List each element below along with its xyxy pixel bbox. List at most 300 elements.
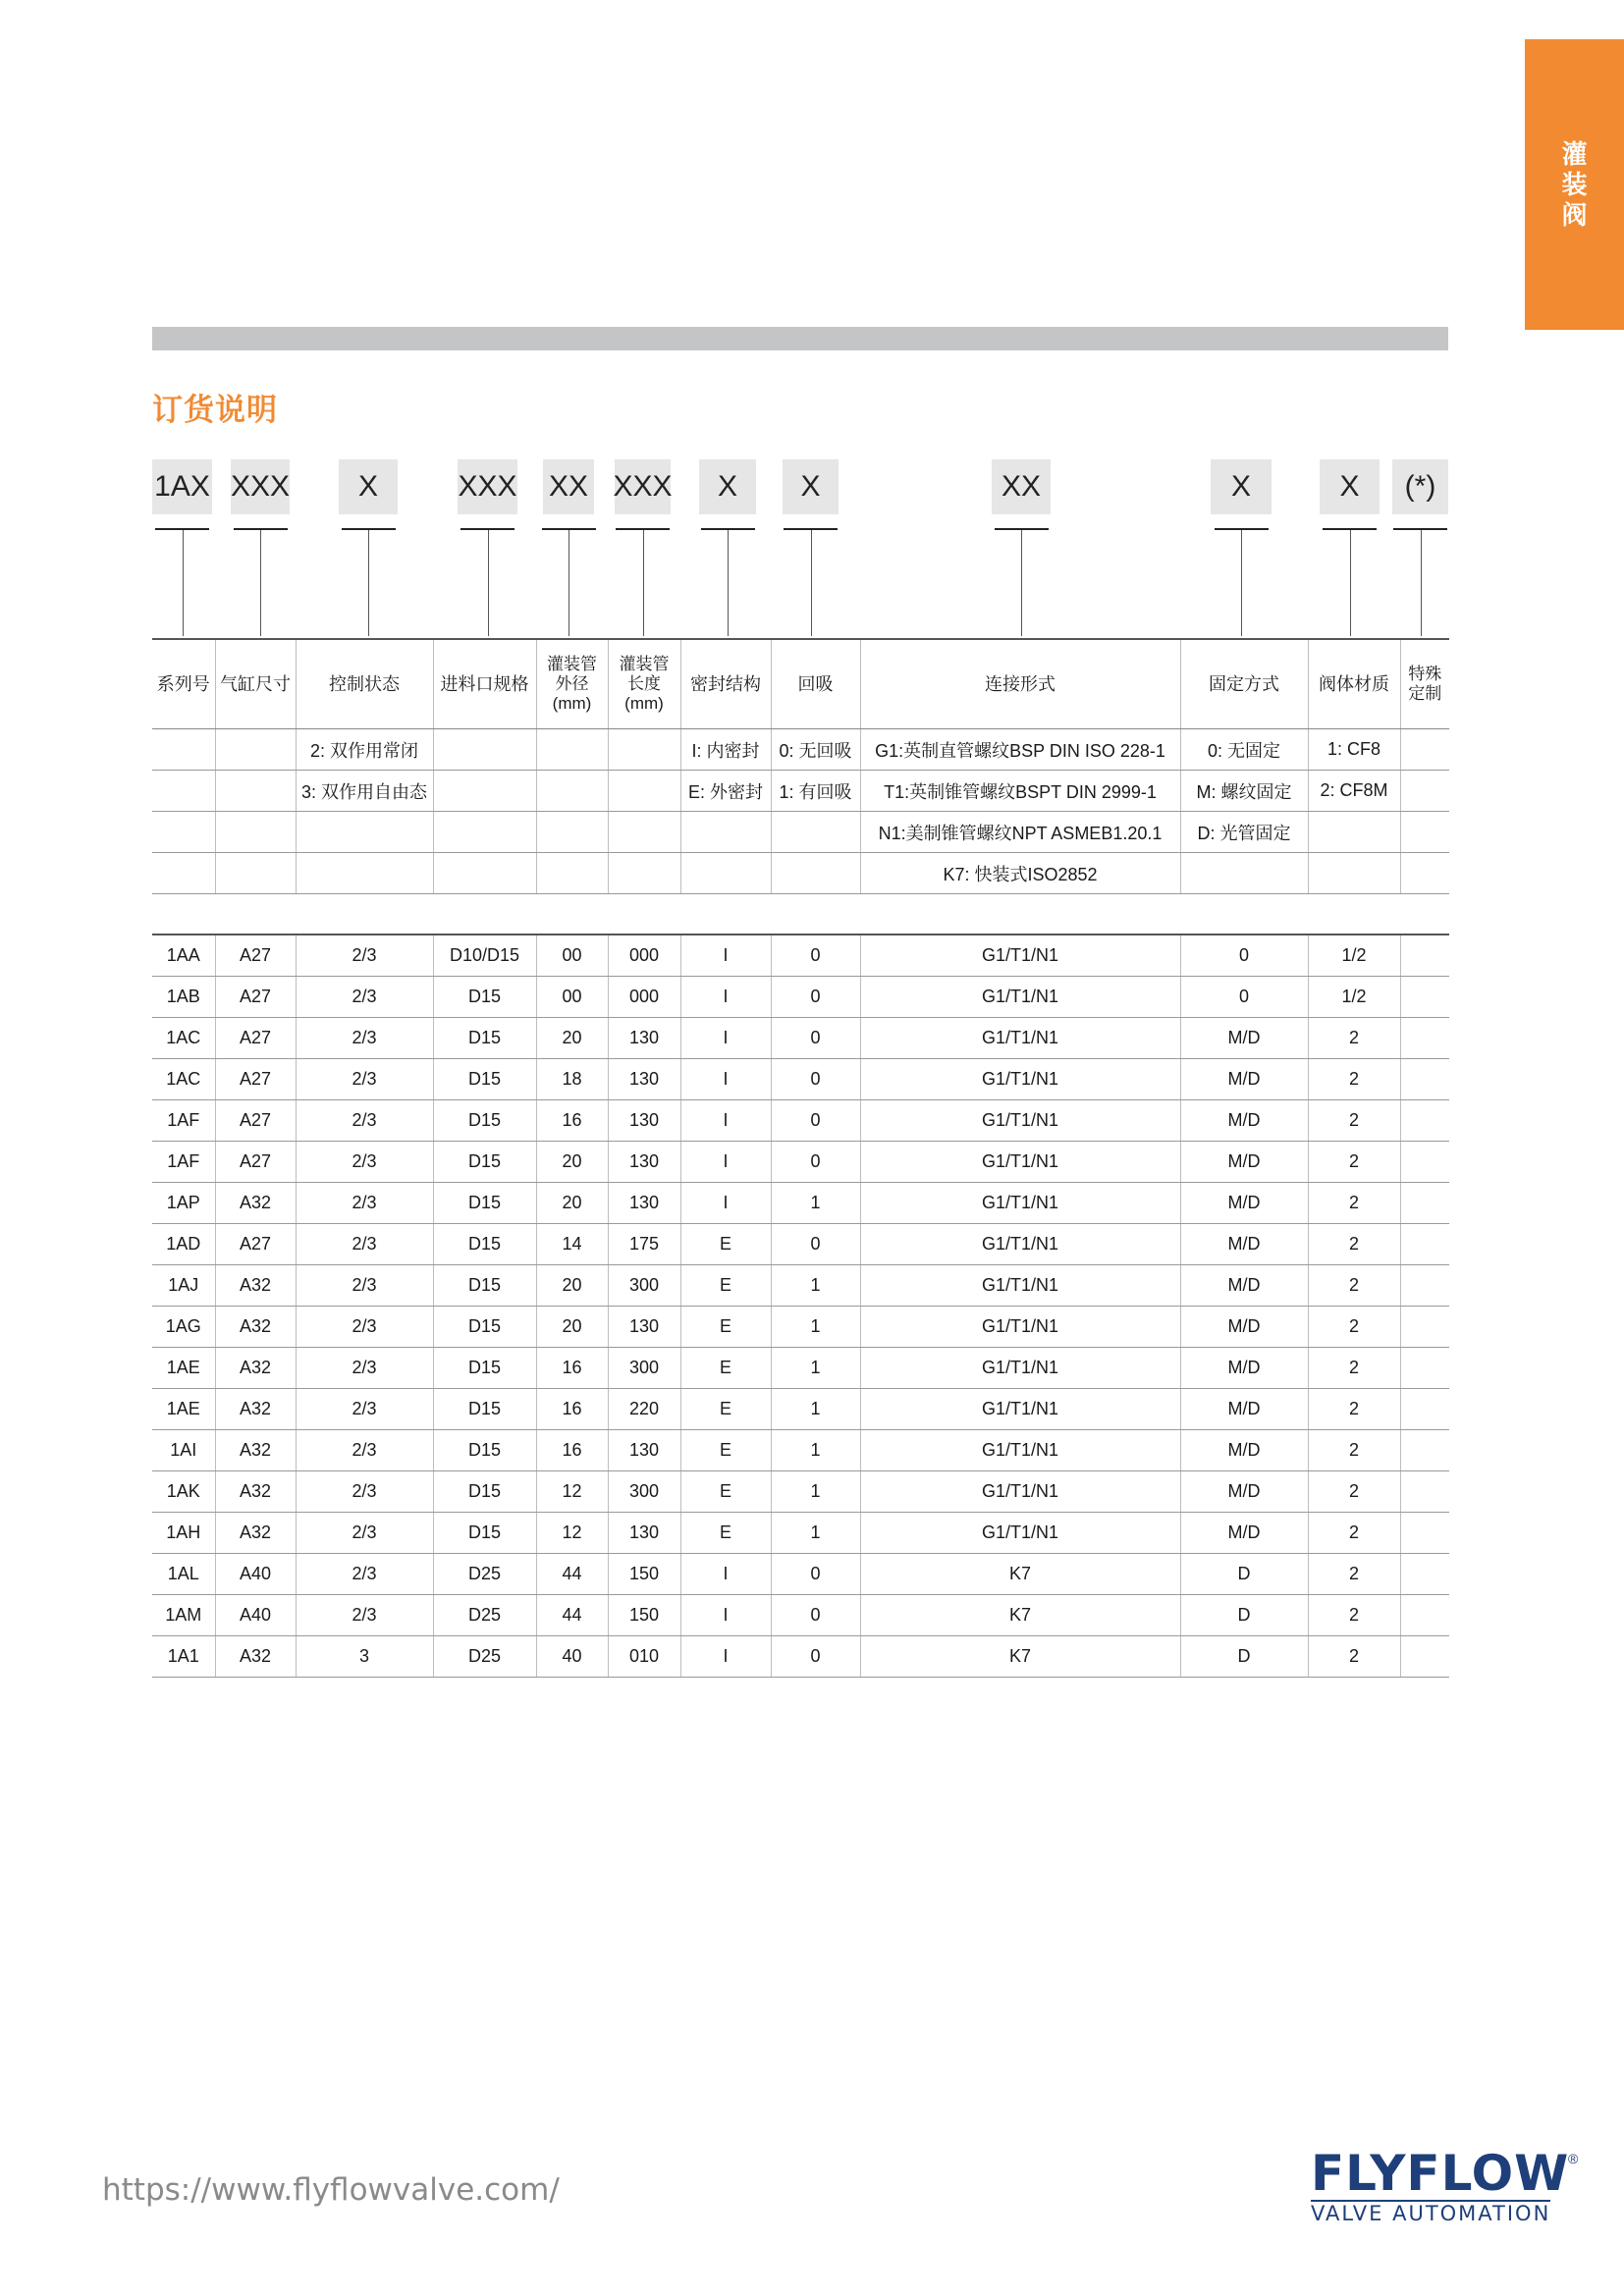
table-cell	[1400, 1636, 1449, 1678]
table-cell	[1400, 1554, 1449, 1595]
table-cell: 0	[771, 1018, 860, 1059]
table-cell: 1	[771, 1513, 860, 1554]
code-segment-connector	[183, 530, 184, 636]
table-cell: 2	[1308, 1554, 1400, 1595]
table-cell: 2/3	[296, 1018, 433, 1059]
table-row	[152, 1595, 1449, 1636]
table-cell: D15	[433, 1059, 536, 1100]
table-cell: 2	[1308, 1513, 1400, 1554]
table-cell: D15	[433, 977, 536, 1018]
table-cell: 0	[771, 1100, 860, 1142]
table-cell	[1400, 1142, 1449, 1183]
table-cell: I	[680, 934, 771, 977]
side-tab	[1525, 39, 1624, 330]
column-header	[536, 639, 608, 729]
table-cell: 20	[536, 1307, 608, 1348]
option-cell	[296, 853, 433, 894]
option-cell	[1308, 812, 1400, 853]
code-segment: X	[783, 459, 839, 514]
table-cell: D15	[433, 1018, 536, 1059]
option-cell	[433, 729, 536, 771]
table-cell: 2	[1308, 1100, 1400, 1142]
table-row	[152, 1059, 1449, 1100]
table-cell: 1AC	[152, 1018, 215, 1059]
option-cell: D: 光管固定	[1180, 812, 1308, 853]
table-cell: 1AG	[152, 1307, 215, 1348]
table-cell: I	[680, 1018, 771, 1059]
table-cell: 2	[1308, 1430, 1400, 1471]
column-header-line: 进料口规格	[440, 674, 529, 694]
table-cell: D15	[433, 1471, 536, 1513]
table-cell: 2/3	[296, 1224, 433, 1265]
option-cell: G1:英制直管螺纹BSP DIN ISO 228-1	[860, 729, 1180, 771]
table-cell: G1/T1/N1	[860, 1265, 1180, 1307]
option-cell: 1: CF8	[1308, 729, 1400, 771]
code-segment-connector	[728, 530, 729, 636]
table-cell: D15	[433, 1224, 536, 1265]
table-cell: 12	[536, 1513, 608, 1554]
table-cell: 2	[1308, 1265, 1400, 1307]
table-cell: D15	[433, 1513, 536, 1554]
table-cell: M/D	[1180, 1183, 1308, 1224]
table-cell: A27	[215, 1224, 296, 1265]
option-row	[152, 729, 1449, 771]
table-cell: I	[680, 1183, 771, 1224]
table-cell: 2/3	[296, 1265, 433, 1307]
section-divider-bar	[152, 327, 1448, 350]
table-cell: D15	[433, 1430, 536, 1471]
option-cell	[433, 853, 536, 894]
table-cell: 2/3	[296, 1430, 433, 1471]
option-cell: 2: CF8M	[1308, 771, 1400, 812]
table-cell: 14	[536, 1224, 608, 1265]
table-cell: 2	[1308, 1059, 1400, 1100]
brand-tagline: VALVE AUTOMATION	[1311, 2202, 1551, 2225]
table-cell: 1AL	[152, 1554, 215, 1595]
option-cell	[296, 812, 433, 853]
table-cell: G1/T1/N1	[860, 934, 1180, 977]
table-cell: K7	[860, 1636, 1180, 1678]
table-cell: 1	[771, 1307, 860, 1348]
table-cell	[1400, 934, 1449, 977]
table-cell: G1/T1/N1	[860, 1018, 1180, 1059]
table-cell: E	[680, 1430, 771, 1471]
column-header-line: 回吸	[797, 674, 834, 694]
table-cell: D	[1180, 1554, 1308, 1595]
table-cell: A32	[215, 1513, 296, 1554]
table-cell: 300	[608, 1348, 680, 1389]
table-cell: 0	[1180, 977, 1308, 1018]
column-header	[608, 639, 680, 729]
table-cell: G1/T1/N1	[860, 1430, 1180, 1471]
table-cell: 1A1	[152, 1636, 215, 1678]
column-header-line: 密封结构	[690, 674, 761, 694]
option-cell	[608, 812, 680, 853]
table-cell: E	[680, 1513, 771, 1554]
option-cell: T1:英制锥管螺纹BSPT DIN 2999-1	[860, 771, 1180, 812]
column-header-line: 灌装管	[547, 655, 597, 673]
table-cell: A40	[215, 1595, 296, 1636]
table-cell: A32	[215, 1471, 296, 1513]
option-cell	[608, 729, 680, 771]
option-cell	[771, 812, 860, 853]
option-cell	[1400, 812, 1449, 853]
table-cell: G1/T1/N1	[860, 1513, 1180, 1554]
column-header-line: 气缸尺寸	[220, 674, 291, 694]
section-title: 订货说明	[152, 393, 278, 427]
table-cell: M/D	[1180, 1513, 1308, 1554]
column-header	[433, 639, 536, 729]
column-header	[152, 639, 215, 729]
column-header-line: 阀体材质	[1319, 674, 1389, 694]
table-row	[152, 1224, 1449, 1265]
table-cell: 1	[771, 1183, 860, 1224]
table-cell: 2	[1308, 1389, 1400, 1430]
option-cell	[433, 771, 536, 812]
option-cell: E: 外密封	[680, 771, 771, 812]
option-row	[152, 853, 1449, 894]
table-cell: 130	[608, 1059, 680, 1100]
table-cell: K7	[860, 1554, 1180, 1595]
table-cell: 2	[1308, 1348, 1400, 1389]
table-cell: E	[680, 1265, 771, 1307]
table-cell: 130	[608, 1100, 680, 1142]
table-cell: M/D	[1180, 1265, 1308, 1307]
table-cell: G1/T1/N1	[860, 977, 1180, 1018]
table-cell: 130	[608, 1018, 680, 1059]
table-cell: M/D	[1180, 1389, 1308, 1430]
option-cell	[152, 729, 215, 771]
code-segment-connector	[488, 530, 489, 636]
column-header	[1308, 639, 1400, 729]
code-segment-connector	[368, 530, 369, 636]
option-cell	[536, 771, 608, 812]
table-cell: A32	[215, 1183, 296, 1224]
table-cell: 1AA	[152, 934, 215, 977]
column-header-line: (mm)	[624, 694, 664, 713]
table-cell: 2/3	[296, 977, 433, 1018]
column-header-line: 固定方式	[1209, 674, 1279, 694]
table-cell: 1	[771, 1430, 860, 1471]
table-cell: A32	[215, 1430, 296, 1471]
order-table	[152, 638, 1449, 1678]
option-cell	[152, 771, 215, 812]
option-cell	[771, 853, 860, 894]
option-cell	[1400, 729, 1449, 771]
table-cell: 3	[296, 1636, 433, 1678]
table-cell: 2/3	[296, 1348, 433, 1389]
table-cell: 44	[536, 1595, 608, 1636]
table-cell: 2/3	[296, 1059, 433, 1100]
code-segment-connector	[1241, 530, 1242, 636]
table-row	[152, 1513, 1449, 1554]
table-cell: 150	[608, 1554, 680, 1595]
table-cell: 0	[1180, 934, 1308, 977]
table-row	[152, 1100, 1449, 1142]
table-cell: 1AF	[152, 1100, 215, 1142]
option-cell: 0: 无回吸	[771, 729, 860, 771]
table-cell: 16	[536, 1100, 608, 1142]
table-cell: 010	[608, 1636, 680, 1678]
table-cell: 1AH	[152, 1513, 215, 1554]
table-cell: I	[680, 1595, 771, 1636]
table-cell: A27	[215, 1018, 296, 1059]
column-header-line: (mm)	[552, 694, 592, 713]
table-cell: D25	[433, 1595, 536, 1636]
table-cell: 44	[536, 1554, 608, 1595]
column-header-line: 灌装管	[619, 655, 670, 673]
table-cell: 0	[771, 1142, 860, 1183]
table-cell: 130	[608, 1513, 680, 1554]
table-cell: I	[680, 977, 771, 1018]
registered-mark: ®	[1568, 2151, 1579, 2166]
table-cell	[1400, 1595, 1449, 1636]
code-segment: 1AX	[152, 459, 212, 514]
option-cell: K7: 快装式ISO2852	[860, 853, 1180, 894]
option-cell	[536, 812, 608, 853]
column-header-line: 连接形式	[985, 674, 1056, 694]
table-cell: 2/3	[296, 1595, 433, 1636]
code-segment: (*)	[1392, 459, 1448, 514]
table-cell	[1400, 1389, 1449, 1430]
table-cell: 0	[771, 977, 860, 1018]
column-header-line: 定制	[1408, 684, 1442, 703]
table-cell: 20	[536, 1265, 608, 1307]
table-cell: G1/T1/N1	[860, 1307, 1180, 1348]
side-tab-char: 灌	[1561, 138, 1588, 169]
table-cell: M/D	[1180, 1471, 1308, 1513]
table-cell: 2/3	[296, 934, 433, 977]
column-header-line: 长度	[627, 674, 661, 693]
code-segment-connector	[568, 530, 569, 636]
code-segment-connector	[1350, 530, 1351, 636]
table-row	[152, 1554, 1449, 1595]
table-cell: 2/3	[296, 1554, 433, 1595]
option-cell	[680, 812, 771, 853]
table-cell: D15	[433, 1348, 536, 1389]
table-cell: G1/T1/N1	[860, 1389, 1180, 1430]
code-segment-connector	[1421, 530, 1422, 636]
table-cell: D	[1180, 1636, 1308, 1678]
table-cell: 1AK	[152, 1471, 215, 1513]
table-cell: 2	[1308, 1307, 1400, 1348]
table-cell: 16	[536, 1348, 608, 1389]
table-cell: 220	[608, 1389, 680, 1430]
option-cell	[536, 729, 608, 771]
table-spacer-row	[152, 894, 1449, 935]
table-cell: G1/T1/N1	[860, 1100, 1180, 1142]
code-segment-connector	[643, 530, 644, 636]
table-cell: 1	[771, 1265, 860, 1307]
option-row	[152, 812, 1449, 853]
table-cell: 2/3	[296, 1513, 433, 1554]
table-cell: 1AD	[152, 1224, 215, 1265]
table-cell: 175	[608, 1224, 680, 1265]
table-cell: M/D	[1180, 1059, 1308, 1100]
table-row	[152, 1348, 1449, 1389]
table-cell: G1/T1/N1	[860, 1224, 1180, 1265]
table-cell: D15	[433, 1389, 536, 1430]
table-cell	[1400, 1348, 1449, 1389]
column-header	[296, 639, 433, 729]
table-header-row	[152, 639, 1449, 729]
table-cell: 1	[771, 1471, 860, 1513]
table-spacer-cell	[152, 894, 1449, 935]
code-segment: X	[699, 459, 756, 514]
table-cell: 1AE	[152, 1348, 215, 1389]
table-cell	[1400, 1100, 1449, 1142]
table-row	[152, 977, 1449, 1018]
column-header-line: 控制状态	[329, 674, 400, 694]
table-row	[152, 1183, 1449, 1224]
website-url: https://www.flyflowvalve.com/	[102, 2172, 560, 2208]
column-header	[680, 639, 771, 729]
option-cell: N1:美制锥管螺纹NPT ASMEB1.20.1	[860, 812, 1180, 853]
table-cell	[1400, 977, 1449, 1018]
table-cell: E	[680, 1389, 771, 1430]
option-cell	[680, 853, 771, 894]
table-cell: 1AI	[152, 1430, 215, 1471]
brand-name: FLYFLOW	[1311, 2145, 1570, 2202]
code-segment-connector	[260, 530, 261, 636]
table-row	[152, 1471, 1449, 1513]
table-cell: G1/T1/N1	[860, 1183, 1180, 1224]
table-cell: 1AJ	[152, 1265, 215, 1307]
table-cell: A27	[215, 1100, 296, 1142]
table-cell: 1AF	[152, 1142, 215, 1183]
table-cell: 18	[536, 1059, 608, 1100]
option-cell: I: 内密封	[680, 729, 771, 771]
option-cell	[1308, 853, 1400, 894]
table-cell: 2/3	[296, 1142, 433, 1183]
table-row	[152, 1018, 1449, 1059]
table-cell: E	[680, 1348, 771, 1389]
table-cell: 130	[608, 1430, 680, 1471]
table-cell: M/D	[1180, 1100, 1308, 1142]
code-segment: X	[1320, 459, 1380, 514]
option-cell	[1180, 853, 1308, 894]
table-cell: 1AB	[152, 977, 215, 1018]
side-tab-char: 阀	[1561, 199, 1588, 230]
table-cell: 130	[608, 1183, 680, 1224]
table-cell: 2	[1308, 1636, 1400, 1678]
table-cell: 130	[608, 1142, 680, 1183]
option-cell	[152, 812, 215, 853]
table-cell: 1/2	[1308, 934, 1400, 977]
brand-logo	[1311, 2147, 1581, 2225]
code-segment: XX	[543, 459, 594, 514]
table-cell	[1400, 1513, 1449, 1554]
table-cell: 2	[1308, 1595, 1400, 1636]
table-cell: 0	[771, 934, 860, 977]
table-cell: E	[680, 1307, 771, 1348]
table-cell	[1400, 1430, 1449, 1471]
table-cell: 40	[536, 1636, 608, 1678]
option-cell	[608, 771, 680, 812]
table-cell: I	[680, 1554, 771, 1595]
option-cell: M: 螺纹固定	[1180, 771, 1308, 812]
table-row	[152, 1636, 1449, 1678]
code-segment: XXX	[231, 459, 290, 514]
table-cell: I	[680, 1636, 771, 1678]
table-cell: 1	[771, 1348, 860, 1389]
table-row	[152, 1430, 1449, 1471]
table-row	[152, 1142, 1449, 1183]
table-cell: A32	[215, 1265, 296, 1307]
table-cell: 0	[771, 1636, 860, 1678]
table-cell: 2	[1308, 1018, 1400, 1059]
table-cell: G1/T1/N1	[860, 1059, 1180, 1100]
table-cell: 16	[536, 1430, 608, 1471]
table-row	[152, 1389, 1449, 1430]
option-cell	[608, 853, 680, 894]
table-cell: G1/T1/N1	[860, 1348, 1180, 1389]
option-cell	[536, 853, 608, 894]
table-cell: 300	[608, 1265, 680, 1307]
option-cell: 1: 有回吸	[771, 771, 860, 812]
table-cell: A27	[215, 934, 296, 977]
table-cell: M/D	[1180, 1348, 1308, 1389]
option-cell	[215, 853, 296, 894]
table-cell: 130	[608, 1307, 680, 1348]
table-cell: A32	[215, 1636, 296, 1678]
table-cell: K7	[860, 1595, 1180, 1636]
table-cell: 1AP	[152, 1183, 215, 1224]
table-cell: D10/D15	[433, 934, 536, 977]
option-cell: 3: 双作用自由态	[296, 771, 433, 812]
table-cell: 1	[771, 1389, 860, 1430]
code-segment: XXX	[615, 459, 671, 514]
table-cell: E	[680, 1471, 771, 1513]
table-cell: 2/3	[296, 1307, 433, 1348]
table-cell: 0	[771, 1059, 860, 1100]
table-cell: 000	[608, 977, 680, 1018]
table-cell: 1AE	[152, 1389, 215, 1430]
table-cell: A27	[215, 1142, 296, 1183]
column-header	[1180, 639, 1308, 729]
table-cell: 1AC	[152, 1059, 215, 1100]
table-row	[152, 934, 1449, 977]
table-cell: A32	[215, 1389, 296, 1430]
table-cell: A32	[215, 1348, 296, 1389]
table-cell: A27	[215, 1059, 296, 1100]
option-cell	[433, 812, 536, 853]
table-cell: 1/2	[1308, 977, 1400, 1018]
table-cell: E	[680, 1224, 771, 1265]
column-header-line: 特殊	[1408, 665, 1442, 683]
table-cell: 20	[536, 1183, 608, 1224]
table-cell: D15	[433, 1183, 536, 1224]
table-cell: I	[680, 1059, 771, 1100]
table-cell: 20	[536, 1018, 608, 1059]
table-cell	[1400, 1224, 1449, 1265]
table-cell: 2	[1308, 1183, 1400, 1224]
table-cell: M/D	[1180, 1224, 1308, 1265]
table-cell: 12	[536, 1471, 608, 1513]
table-cell: 00	[536, 977, 608, 1018]
table-cell: 20	[536, 1142, 608, 1183]
column-header-line: 外径	[555, 674, 589, 693]
table-cell: 0	[771, 1554, 860, 1595]
table-row	[152, 1265, 1449, 1307]
column-header	[215, 639, 296, 729]
option-cell	[215, 771, 296, 812]
table-cell: A27	[215, 977, 296, 1018]
column-header-line: 系列号	[156, 674, 210, 694]
table-cell: 300	[608, 1471, 680, 1513]
table-cell: 2	[1308, 1224, 1400, 1265]
table-cell: M/D	[1180, 1142, 1308, 1183]
